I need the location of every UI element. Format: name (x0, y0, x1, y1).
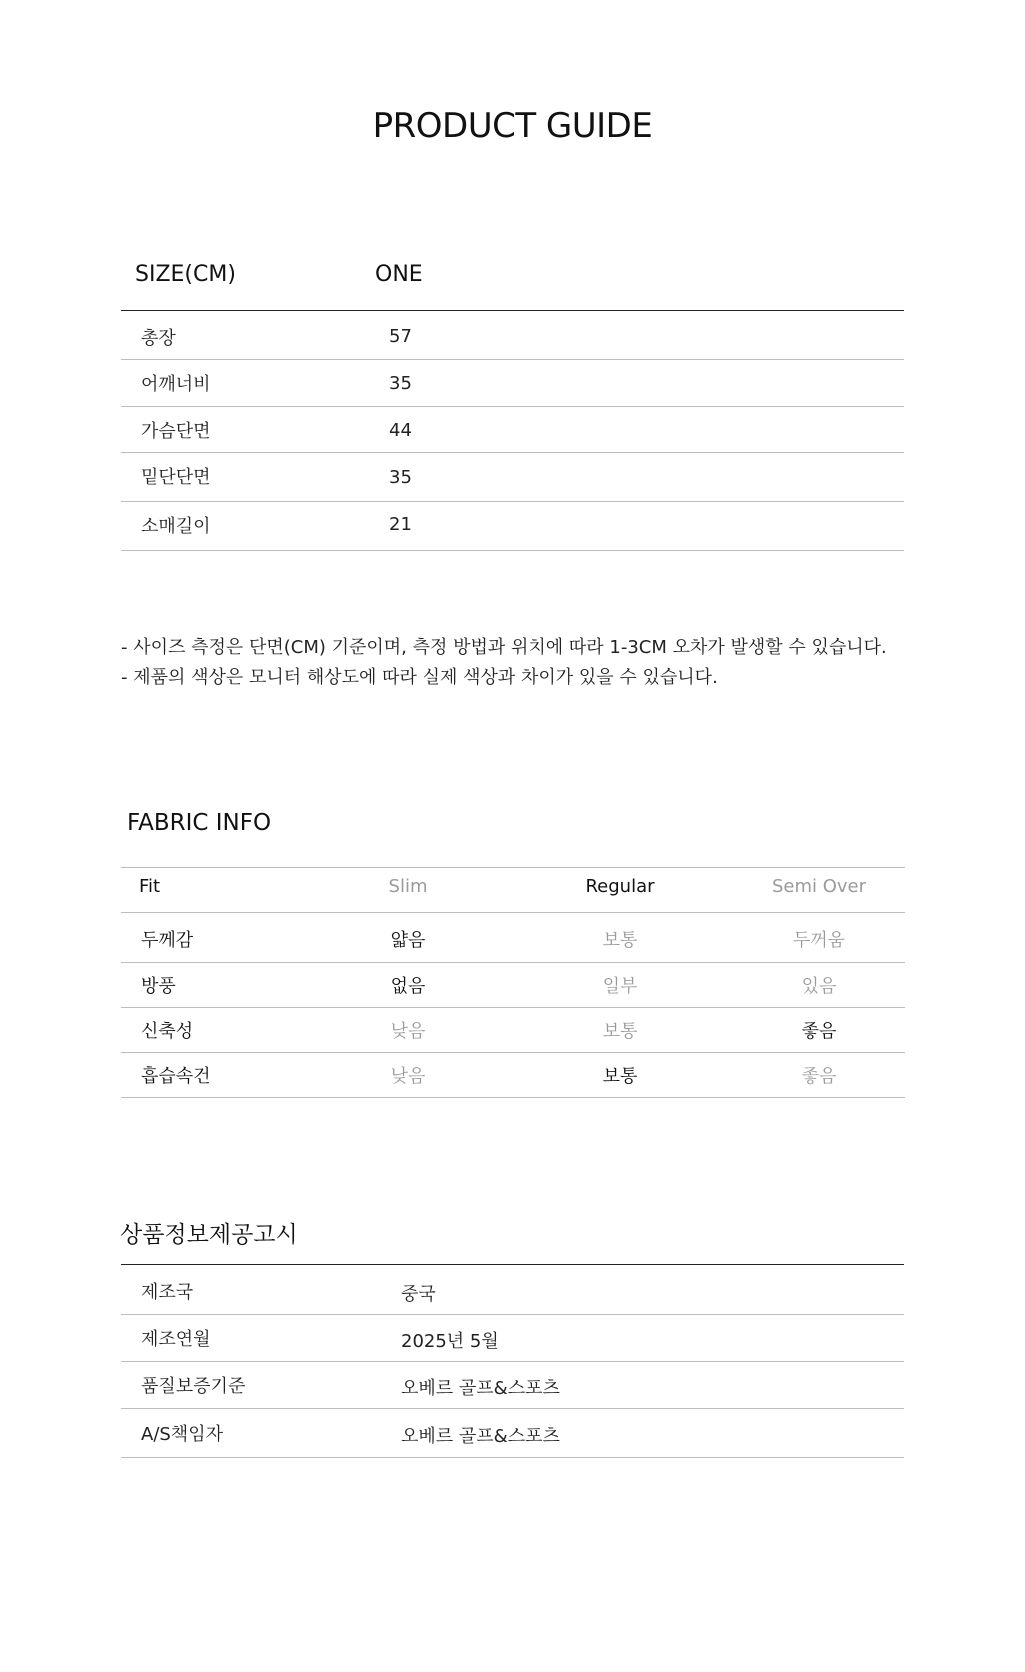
notice-row-divider (121, 1314, 904, 1315)
fabric-option: 낮음 (390, 1021, 426, 1042)
fabric-option: 있음 (801, 976, 837, 997)
fabric-row-label: 신축성 (141, 1021, 194, 1042)
notice-row-divider (121, 1457, 904, 1458)
size-header-one: ONE (375, 262, 423, 287)
fit-label: Fit (139, 876, 161, 897)
fit-option-slim: Slim (388, 876, 428, 897)
size-row-label: 어깨너비 (141, 374, 211, 395)
note-line: - 제품의 색상은 모니터 해상도에 따라 실제 색상과 차이가 있을 수 있습니다. (121, 667, 718, 688)
notice-row-divider (121, 1408, 904, 1409)
size-row-label: 밑단단면 (141, 467, 211, 488)
notice-row-label: A/S책임자 (141, 1424, 223, 1445)
fabric-row-label: 방풍 (141, 976, 176, 997)
size-header-label: SIZE(CM) (135, 262, 236, 287)
fit-option-semi-over: Semi Over (771, 876, 867, 897)
fit-option-regular: Regular (585, 876, 655, 897)
fabric-option: 없음 (390, 976, 426, 997)
size-row-value: 21 (389, 514, 412, 535)
fabric-option: 두꺼움 (792, 930, 846, 951)
fabric-option: 얇음 (390, 930, 426, 951)
notice-row-value: 중국 (401, 1284, 436, 1305)
notice-row-value: 오베르 골프&스포츠 (401, 1378, 560, 1399)
fabric-row-divider (121, 912, 905, 913)
fabric-row-label: 두께감 (141, 930, 194, 951)
size-row-label: 총장 (141, 328, 176, 349)
size-row-label: 소매길이 (141, 516, 211, 537)
fabric-row-divider (121, 1007, 905, 1008)
size-notes (121, 633, 887, 693)
fabric-row-divider (121, 1052, 905, 1053)
fabric-row-label: 흡습속건 (141, 1066, 211, 1087)
size-row-divider (121, 501, 904, 502)
notice-row-label: 제조연월 (141, 1329, 211, 1350)
fabric-row-divider (121, 962, 905, 963)
fabric-option: 좋음 (801, 1066, 837, 1087)
size-row-value: 57 (389, 326, 412, 347)
fabric-option: 일부 (602, 976, 638, 997)
size-row-value: 44 (389, 420, 412, 441)
notice-row-value: 2025년 5월 (401, 1331, 499, 1352)
fabric-option: 보통 (602, 1066, 638, 1087)
size-row-divider (121, 359, 904, 360)
size-row-divider (121, 550, 904, 551)
note-line: - 사이즈 측정은 단면(CM) 기준이며, 측정 방법과 위치에 따라 1-3CM 오차가 발생할 수 있습니다. (121, 637, 887, 658)
fabric-option: 좋음 (801, 1021, 837, 1042)
size-row-divider (121, 452, 904, 453)
size-row-label: 가슴단면 (141, 421, 211, 442)
page-title: PRODUCT GUIDE (372, 106, 653, 146)
notice-table-top-line (121, 1264, 904, 1265)
notice-row-divider (121, 1361, 904, 1362)
size-row-value: 35 (389, 373, 412, 394)
size-table-divider (121, 310, 904, 311)
fabric-option: 보통 (602, 930, 638, 951)
size-row-divider (121, 406, 904, 407)
notice-row-label: 품질보증기준 (141, 1376, 246, 1397)
notice-title: 상품정보제공고시 (120, 1222, 298, 1248)
notice-row-label: 제조국 (141, 1282, 194, 1303)
fabric-option: 보통 (602, 1021, 638, 1042)
fabric-table-top-line (121, 867, 905, 868)
notice-row-value: 오베르 골프&스포츠 (401, 1426, 560, 1447)
size-row-value: 35 (389, 467, 412, 488)
fabric-option: 낮음 (390, 1066, 426, 1087)
fabric-info-title: FABRIC INFO (127, 810, 272, 836)
fabric-row-divider (121, 1097, 905, 1098)
